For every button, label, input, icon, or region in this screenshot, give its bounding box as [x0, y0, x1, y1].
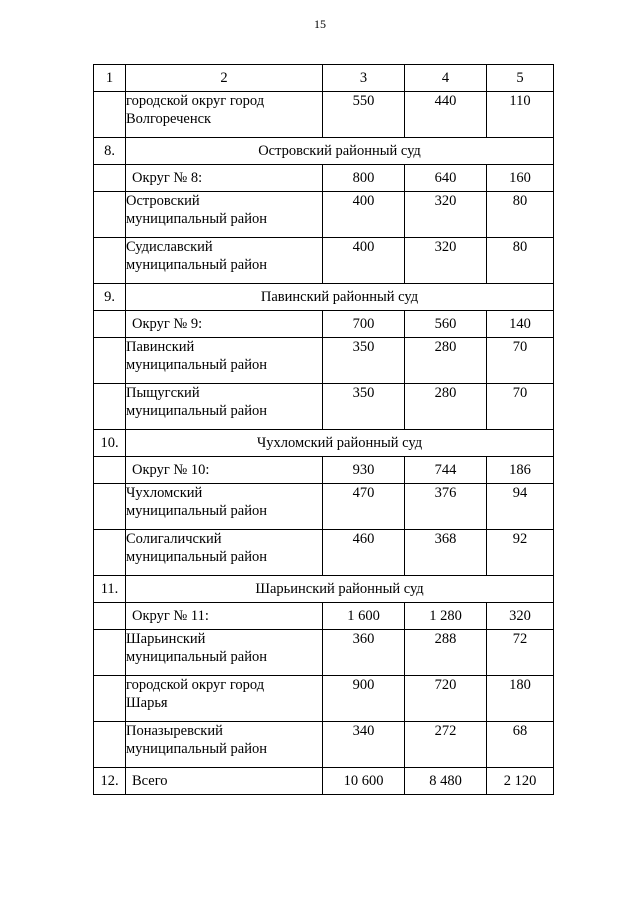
table-row	[94, 530, 554, 576]
row-index-cell	[94, 484, 126, 530]
row-name-cell	[126, 603, 323, 630]
row-name-cell	[126, 484, 323, 530]
row-name-cell	[126, 676, 323, 722]
table-row	[94, 338, 554, 384]
value-cell-c5: 2 120	[487, 768, 554, 795]
row-index-cell: 12.	[94, 768, 126, 795]
section-number: 11.	[94, 576, 126, 603]
value-cell-c5: 180	[487, 676, 554, 722]
value-cell-c4: 8 480	[405, 768, 487, 795]
row-name-line: Округ № 9:	[132, 316, 203, 332]
row-name-line: Павинский	[126, 339, 195, 355]
row-name-line: Округ № 10:	[132, 462, 210, 478]
row-index-cell	[94, 457, 126, 484]
row-name-line: муниципальный район	[126, 741, 267, 757]
section-row	[94, 430, 554, 457]
section-title: Островский районный суд	[126, 138, 554, 165]
row-name-line: Пыщугский	[126, 385, 200, 401]
row-name-line: муниципальный район	[126, 211, 267, 227]
page-number: 15	[314, 17, 326, 31]
section-title: Шарьинский районный суд	[126, 576, 554, 603]
value-cell-c5: 80	[487, 238, 554, 284]
section-number: 8.	[94, 138, 126, 165]
table-row	[94, 484, 554, 530]
table-body	[94, 65, 554, 795]
value-cell-c4: 288	[405, 630, 487, 676]
table-row	[94, 311, 554, 338]
row-index-cell	[94, 676, 126, 722]
value-cell-c3: 350	[323, 384, 405, 430]
row-name-line: Округ № 8:	[132, 170, 203, 186]
value-cell-c4: 720	[405, 676, 487, 722]
row-name-line: Островский	[126, 193, 200, 209]
section-row	[94, 138, 554, 165]
value-cell-c5: 320	[487, 603, 554, 630]
value-cell-c4: 320	[405, 192, 487, 238]
value-cell-c5: 160	[487, 165, 554, 192]
header-cell: 1	[94, 65, 126, 92]
value-cell-c3: 340	[323, 722, 405, 768]
row-name-cell	[126, 768, 323, 795]
table-header-row	[94, 65, 554, 92]
row-name-cell	[126, 530, 323, 576]
value-cell-c3: 700	[323, 311, 405, 338]
value-cell-c5: 68	[487, 722, 554, 768]
row-name-line: муниципальный район	[126, 257, 267, 273]
row-name-cell	[126, 165, 323, 192]
row-name-line: Всего	[132, 773, 168, 789]
row-name-cell	[126, 92, 323, 138]
row-name-cell	[126, 192, 323, 238]
table-row	[94, 768, 554, 795]
section-row	[94, 576, 554, 603]
section-title: Чухломский районный суд	[126, 430, 554, 457]
value-cell-c3: 400	[323, 192, 405, 238]
row-name-line: муниципальный район	[126, 649, 267, 665]
row-index-cell	[94, 722, 126, 768]
row-index-cell	[94, 192, 126, 238]
value-cell-c5: 70	[487, 338, 554, 384]
value-cell-c3: 800	[323, 165, 405, 192]
value-cell-c4: 280	[405, 338, 487, 384]
value-cell-c5: 72	[487, 630, 554, 676]
row-name-line: Солигаличский	[126, 531, 222, 547]
table-row	[94, 92, 554, 138]
value-cell-c3: 350	[323, 338, 405, 384]
row-name-line: Округ № 11:	[132, 608, 209, 624]
value-cell-c3: 460	[323, 530, 405, 576]
value-cell-c3: 1 600	[323, 603, 405, 630]
row-name-line: городской округ город	[126, 93, 265, 109]
section-title: Павинский районный суд	[126, 284, 554, 311]
value-cell-c5: 140	[487, 311, 554, 338]
value-cell-c4: 560	[405, 311, 487, 338]
row-name-line: муниципальный район	[126, 357, 267, 373]
row-name-line: Шарьинский	[126, 631, 206, 647]
value-cell-c4: 320	[405, 238, 487, 284]
table-row	[94, 238, 554, 284]
row-name-line: Волгореченск	[126, 111, 212, 127]
row-name-line: Шарья	[126, 695, 168, 711]
allocation-table	[93, 64, 554, 795]
value-cell-c4: 744	[405, 457, 487, 484]
table-row	[94, 630, 554, 676]
row-index-cell	[94, 165, 126, 192]
row-name-line: муниципальный район	[126, 549, 267, 565]
table-row	[94, 384, 554, 430]
row-index-cell	[94, 311, 126, 338]
value-cell-c5: 110	[487, 92, 554, 138]
value-cell-c5: 80	[487, 192, 554, 238]
table-row	[94, 165, 554, 192]
row-name-cell	[126, 457, 323, 484]
header-cell: 5	[487, 65, 554, 92]
value-cell-c3: 550	[323, 92, 405, 138]
value-cell-c5: 94	[487, 484, 554, 530]
table-row	[94, 676, 554, 722]
row-index-cell	[94, 603, 126, 630]
value-cell-c5: 92	[487, 530, 554, 576]
row-name-line: муниципальный район	[126, 503, 267, 519]
row-name-cell	[126, 238, 323, 284]
row-name-line: Чухломский	[126, 485, 203, 501]
value-cell-c3: 400	[323, 238, 405, 284]
row-index-cell	[94, 238, 126, 284]
value-cell-c3: 900	[323, 676, 405, 722]
row-name-line: городской округ город	[126, 677, 265, 693]
row-name-line: муниципальный район	[126, 403, 267, 419]
value-cell-c4: 280	[405, 384, 487, 430]
value-cell-c4: 440	[405, 92, 487, 138]
value-cell-c3: 360	[323, 630, 405, 676]
header-cell: 3	[323, 65, 405, 92]
row-name-cell	[126, 630, 323, 676]
row-name-cell	[126, 338, 323, 384]
row-name-line: Судиславский	[126, 239, 213, 255]
row-index-cell	[94, 92, 126, 138]
value-cell-c4: 640	[405, 165, 487, 192]
value-cell-c4: 1 280	[405, 603, 487, 630]
row-index-cell	[94, 384, 126, 430]
value-cell-c5: 186	[487, 457, 554, 484]
row-name-line: Поназыревский	[126, 723, 223, 739]
value-cell-c5: 70	[487, 384, 554, 430]
value-cell-c3: 470	[323, 484, 405, 530]
section-row	[94, 284, 554, 311]
table-row	[94, 192, 554, 238]
row-name-cell	[126, 311, 323, 338]
value-cell-c3: 930	[323, 457, 405, 484]
section-number: 9.	[94, 284, 126, 311]
header-cell: 4	[405, 65, 487, 92]
table-row	[94, 603, 554, 630]
section-number: 10.	[94, 430, 126, 457]
row-index-cell	[94, 530, 126, 576]
value-cell-c4: 368	[405, 530, 487, 576]
table-row	[94, 722, 554, 768]
row-name-cell	[126, 722, 323, 768]
header-cell: 2	[126, 65, 323, 92]
row-name-cell	[126, 384, 323, 430]
row-index-cell	[94, 338, 126, 384]
row-index-cell	[94, 630, 126, 676]
value-cell-c3: 10 600	[323, 768, 405, 795]
table-row	[94, 457, 554, 484]
value-cell-c4: 376	[405, 484, 487, 530]
value-cell-c4: 272	[405, 722, 487, 768]
